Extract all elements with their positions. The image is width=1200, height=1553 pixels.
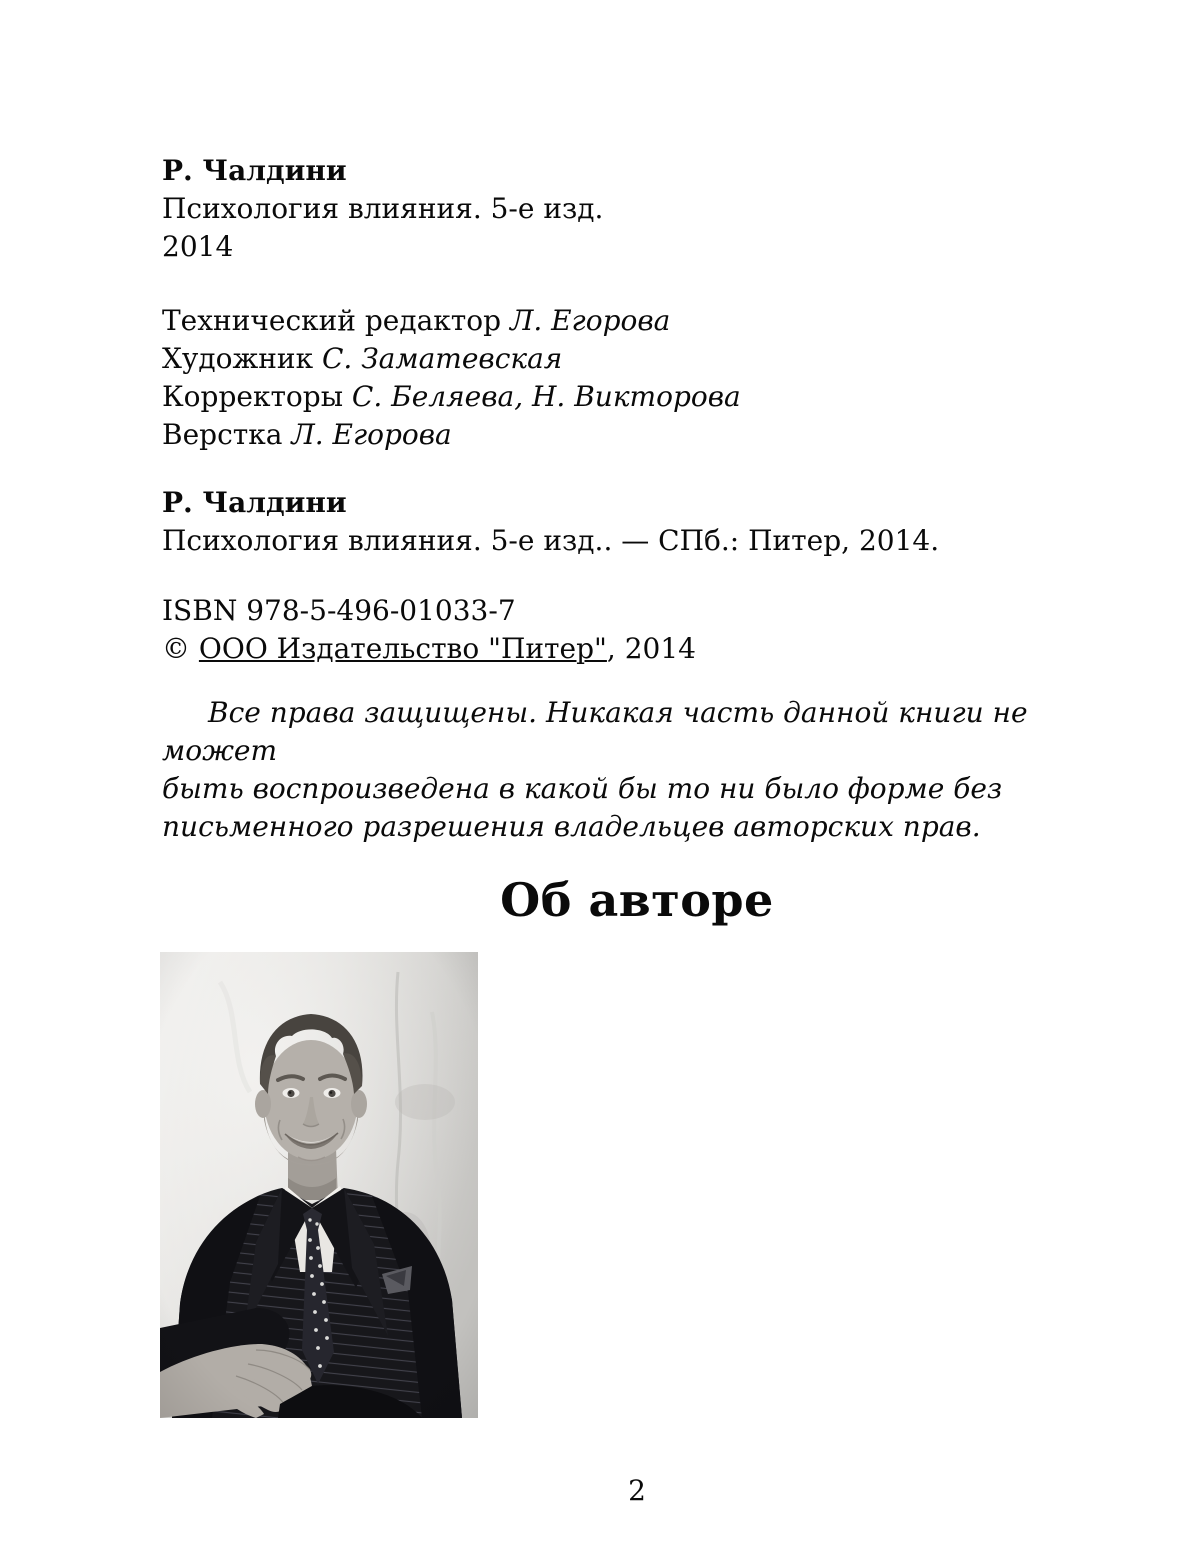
citation-author-line — [162, 484, 1112, 522]
section-heading: Об авторе — [500, 873, 774, 927]
publisher-link[interactable]: ООО Издательство "Питер" — [198, 632, 607, 665]
copyright-tail: , 2014 — [606, 632, 696, 665]
author-photo — [160, 952, 478, 1418]
citation-text-line: Психология влияния. 5-е изд.. — СПб.: Питер, 2014. — [162, 524, 940, 557]
copyright-symbol: © — [162, 632, 199, 665]
rights-line: быть воспроизведена в какой бы то ни было форме без — [162, 772, 1003, 805]
colophon-year-line: 2014 — [162, 230, 234, 263]
staff-role: Верстка — [162, 418, 292, 451]
rights-line: Все права защищены. Никакая часть данной книги не может — [162, 696, 1028, 767]
staff-line-editor — [162, 302, 1112, 340]
author-name: Р. Чалдини — [162, 154, 347, 187]
citation-block — [162, 484, 1112, 560]
copyright-line — [162, 630, 1112, 668]
rights-notice — [162, 694, 1112, 846]
colophon — [162, 152, 1112, 1418]
staff-line-layout — [162, 416, 1112, 454]
isbn-line: ISBN 978-5-496-01033-7 — [162, 594, 516, 627]
staff-person: С. Заматевская — [322, 342, 563, 375]
isbn-block — [162, 592, 1112, 668]
colophon-title-line: Психология влияния. 5-е изд. — [162, 192, 604, 225]
staff-line-artist — [162, 340, 1112, 378]
staff-block — [162, 302, 1112, 454]
staff-person: Л. Егорова — [291, 418, 452, 451]
staff-person: Л. Егорова — [509, 304, 671, 337]
staff-line-proofreaders — [162, 378, 1112, 416]
author-name: Р. Чалдини — [162, 486, 347, 519]
colophon-author-line — [162, 152, 1112, 190]
staff-role: Художник — [162, 342, 322, 375]
staff-role: Технический редактор — [162, 304, 510, 337]
page-number: 2 — [628, 1474, 646, 1507]
author-photo-image — [160, 952, 478, 1418]
staff-person: С. Беляева, Н. Викторова — [351, 380, 741, 413]
staff-role: Корректоры — [162, 380, 352, 413]
rights-line: письменного разрешения владельцев авторских прав. — [162, 810, 981, 843]
